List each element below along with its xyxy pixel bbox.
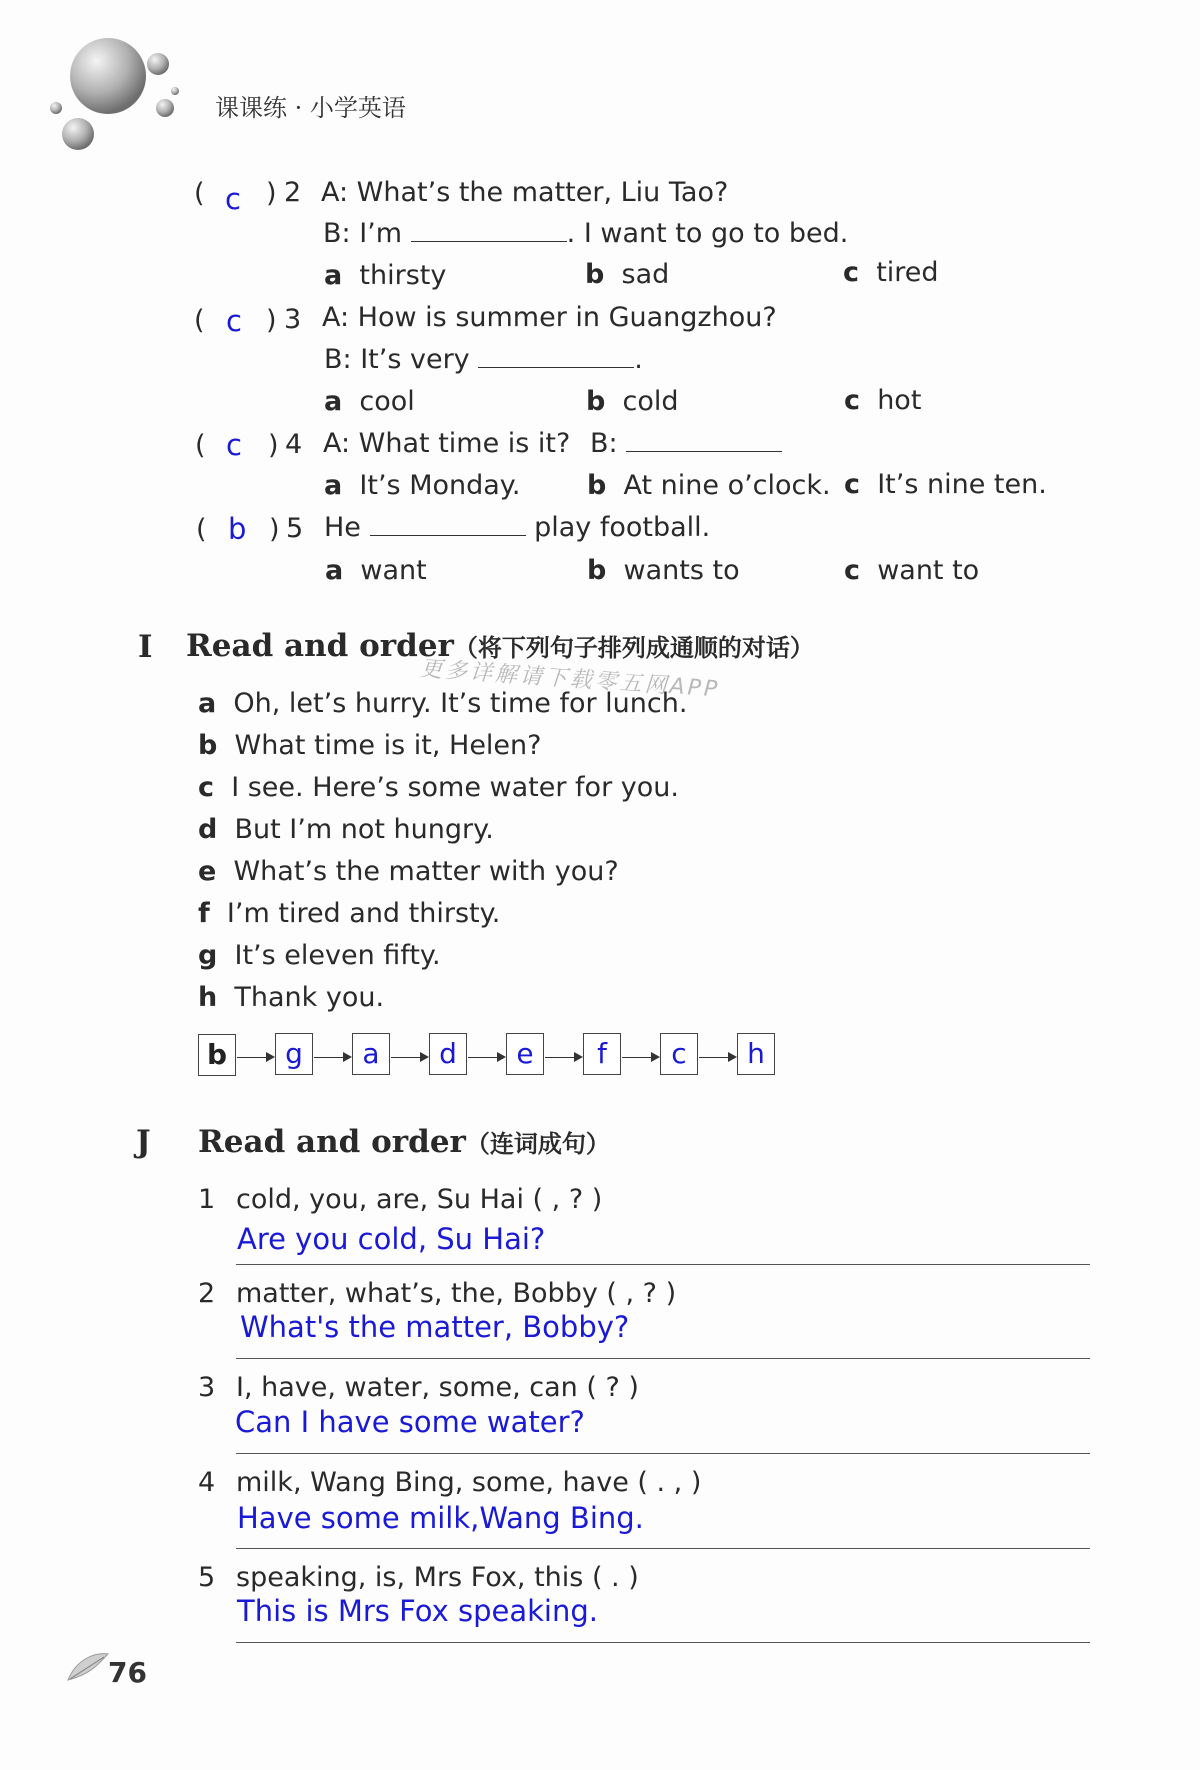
- sentence-item: g It’s eleven fifty.: [198, 940, 441, 971]
- paren-right: ): [268, 430, 279, 461]
- question-line-b: [324, 344, 643, 375]
- answer-line: [236, 1358, 1090, 1359]
- item-answer: Are you cold, Su Hai?: [237, 1222, 546, 1256]
- order-box: e: [506, 1033, 544, 1075]
- option-a: a It’s Monday.: [324, 470, 521, 501]
- arrow-icon: [545, 1057, 581, 1058]
- item-number: 5: [198, 1562, 216, 1593]
- order-box: h: [737, 1033, 775, 1075]
- item-number: 3: [198, 1372, 216, 1403]
- answer-blank: [478, 345, 634, 368]
- option-b: b sad: [585, 259, 670, 290]
- answer-line: [236, 1548, 1090, 1549]
- section-letter: I: [138, 629, 153, 665]
- option-c: c want to: [844, 555, 980, 586]
- section-subtitle: （将下列句子排列成通顺的对话）: [453, 633, 814, 662]
- section-heading: [198, 1124, 610, 1160]
- question-line-a: A: What’s the matter, Liu Tao?: [321, 177, 729, 208]
- section-letter: J: [136, 1124, 151, 1160]
- item-prompt: I, have, water, some, can ( ? ): [236, 1372, 639, 1403]
- sentence-item: h Thank you.: [198, 982, 385, 1013]
- option-c: c It’s nine ten.: [844, 469, 1047, 500]
- paren-left: (: [194, 305, 205, 336]
- section-title: Read and order: [198, 1124, 466, 1160]
- option-b: b wants to: [587, 555, 740, 586]
- sentence-item: d But I’m not hungry.: [198, 814, 494, 845]
- arrow-icon: [468, 1057, 504, 1058]
- answer-choice: c: [226, 428, 242, 462]
- line-b-label: B:: [590, 428, 618, 459]
- question-line-b: [590, 428, 782, 459]
- sentence-item: a Oh, let’s hurry. It’s time for lunch.: [198, 688, 688, 719]
- option-a: a cool: [324, 386, 415, 417]
- item-prompt: cold, you, are, Su Hai ( , ? ): [236, 1184, 603, 1215]
- answer-line: [236, 1264, 1090, 1265]
- answer-line: [236, 1453, 1090, 1454]
- sentence-item: f I’m tired and thirsty.: [198, 898, 501, 929]
- item-answer: Have some milk,Wang Bing.: [237, 1501, 644, 1535]
- item-number: 1: [198, 1184, 216, 1215]
- option-c: c hot: [844, 385, 922, 416]
- line-a-after: play football.: [534, 512, 711, 543]
- answer-choice: c: [226, 304, 242, 338]
- bubbles-decoration: [40, 36, 190, 156]
- order-box: f: [583, 1033, 621, 1075]
- option-b: b At nine o’clock.: [587, 470, 831, 501]
- question-line-a: A: How is summer in Guangzhou?: [322, 302, 777, 333]
- item-prompt: speaking, is, Mrs Fox, this ( . ): [236, 1562, 639, 1593]
- paren-right: ): [266, 305, 277, 336]
- item-answer: Can I have some water?: [235, 1405, 585, 1439]
- item-answer: This is Mrs Fox speaking.: [237, 1594, 598, 1628]
- section-title: Read and order: [186, 628, 454, 664]
- option-a: a thirsty: [324, 260, 447, 291]
- item-prompt: matter, what’s, the, Bobby ( , ? ): [236, 1278, 677, 1309]
- item-number: 4: [198, 1467, 216, 1498]
- arrow-icon: [391, 1057, 427, 1058]
- arrow-icon: [699, 1057, 735, 1058]
- order-box: d: [429, 1033, 467, 1075]
- sentence-item: c I see. Here’s some water for you.: [198, 772, 679, 803]
- arrow-icon: [314, 1057, 350, 1058]
- paren-left: (: [196, 514, 207, 545]
- line-b-after: .: [634, 344, 643, 375]
- line-b-before: B: It’s very: [324, 344, 470, 375]
- order-box: a: [352, 1033, 390, 1075]
- question-line-a: A: What time is it?: [323, 428, 571, 459]
- sentence-item: e What’s the matter with you?: [198, 856, 619, 887]
- leaf-icon: [66, 1650, 110, 1684]
- question-line-b: [323, 218, 848, 249]
- header-title: 课课练 · 小学英语: [215, 94, 406, 122]
- page-number: 76: [108, 1656, 147, 1689]
- option-b: b cold: [586, 386, 679, 417]
- sentence-item: b What time is it, Helen?: [198, 730, 542, 761]
- arrow-icon: [622, 1057, 658, 1058]
- question-number: 4: [285, 429, 303, 460]
- item-answer: What's the matter, Bobby?: [240, 1310, 630, 1344]
- line-b-after: . I want to go to bed.: [566, 218, 849, 249]
- answer-choice: c: [225, 182, 241, 216]
- answer-blank: [411, 219, 567, 242]
- paren-left: (: [194, 178, 205, 209]
- paren-right: ): [269, 514, 280, 545]
- answer-blank: [370, 513, 526, 536]
- answer-choice: b: [228, 512, 247, 546]
- arrow-icon: [237, 1057, 273, 1058]
- line-b-before: B: I’m: [323, 218, 403, 249]
- order-box: g: [275, 1033, 313, 1075]
- item-prompt: milk, Wang Bing, some, have ( . , ): [236, 1467, 702, 1498]
- order-box: c: [660, 1033, 698, 1075]
- item-number: 2: [198, 1278, 216, 1309]
- answer-blank: [626, 429, 782, 452]
- line-a-before: He: [324, 512, 361, 543]
- answer-line: [236, 1642, 1090, 1643]
- order-box: b: [198, 1034, 236, 1076]
- question-number: 2: [284, 177, 302, 208]
- option-a: a want: [325, 555, 427, 586]
- question-number: 5: [286, 513, 304, 544]
- question-line-a: [324, 512, 710, 543]
- question-number: 3: [284, 304, 302, 335]
- paren-right: ): [266, 178, 277, 209]
- option-c: c tired: [843, 257, 939, 288]
- watermark-text: 更多详解请下载零五网APP: [419, 656, 721, 703]
- paren-left: (: [195, 430, 206, 461]
- section-subtitle: （连词成句）: [465, 1129, 610, 1158]
